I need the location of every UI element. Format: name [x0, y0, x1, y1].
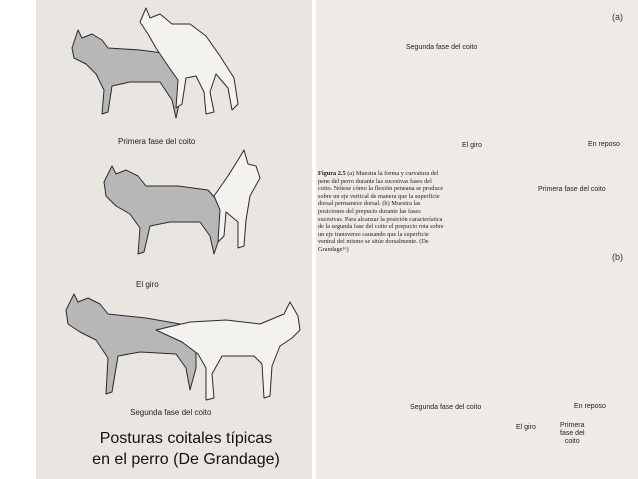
- dog-female-shaded: [104, 166, 222, 254]
- caption-segunda-fase: Segunda fase del coito: [130, 408, 212, 417]
- panel-b-tag: (b): [612, 252, 623, 262]
- caption-el-giro: El giro: [136, 280, 159, 289]
- label-b-el-giro: El giro: [516, 424, 536, 431]
- label-b-segunda-fase: Segunda fase del coito: [410, 404, 482, 411]
- slide-caption: [66, 428, 306, 470]
- dog-figure-primera-fase: [72, 8, 238, 118]
- label-b-primera-line: Primera: [560, 422, 585, 429]
- label-a-en-reposo: En reposo: [588, 141, 620, 148]
- panel-a-tag: (a): [612, 12, 623, 22]
- figure-description: (a) Muestra la forma y curvatura del pene del perro durante las sucesivas fases del coito. Nótese cómo la flexión peneana se produce sobre un eje vertical de manera que la superficie dorsal permanece dorsal. (b) Muestra las posiciones del prepucio durante las fases sucesivas. Para alcanzar la posición característica de la segunda fase del coito el prepucio rota sobre un eje transverso causando que la superficie ventral del mismo se sitúe dorsalmente. (De Grandage¹⁶): [318, 170, 444, 253]
- dog-figure-el-giro: [104, 150, 260, 254]
- figure-number: Figura 2.5: [318, 170, 346, 177]
- dog-figure-segunda-fase: [66, 294, 300, 400]
- label-a-primera-fase: Primera fase del coito: [538, 186, 606, 193]
- label-b-primera-line: coito: [564, 438, 580, 445]
- label-b-primera-line: fase del: [560, 430, 585, 437]
- label-b-en-reposo: En reposo: [574, 403, 606, 410]
- label-b-primera-fase: [560, 422, 585, 446]
- label-a-segunda-fase: Segunda fase del coito: [406, 44, 478, 51]
- caption-primera-fase: Primera fase del coito: [118, 137, 196, 146]
- dog-female-shaded: [66, 294, 196, 394]
- slide-caption-line: en el perro (De Grandage): [92, 451, 280, 468]
- slide-caption-line: Posturas coitales típicas: [99, 430, 273, 447]
- figure-caption-text: [318, 170, 446, 254]
- dog-male-white: [214, 150, 260, 248]
- label-a-el-giro: El giro: [462, 142, 482, 149]
